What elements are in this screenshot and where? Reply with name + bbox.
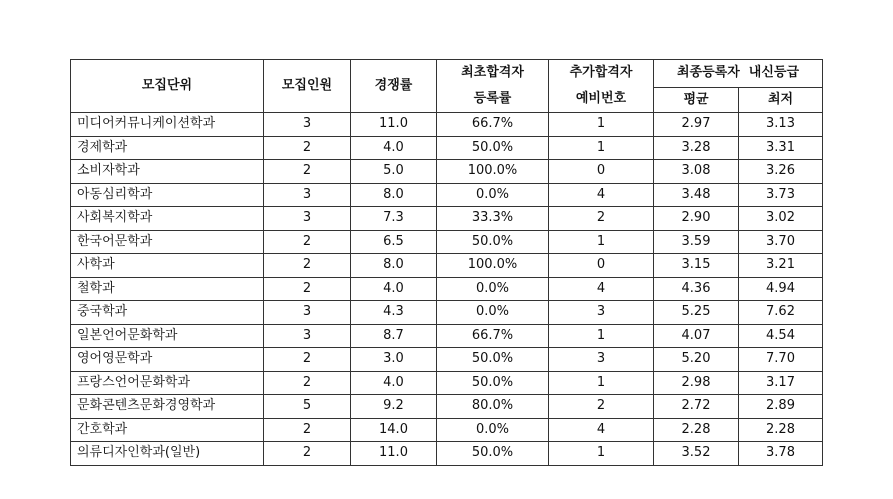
cell-waitlist: 1 (549, 324, 654, 348)
cell-min: 2.28 (739, 418, 823, 442)
cell-waitlist: 3 (549, 348, 654, 372)
cell-competition: 6.5 (351, 230, 437, 254)
header-initial-rate-line1: 최초합격자 (461, 65, 524, 80)
cell-avg: 5.25 (654, 301, 739, 325)
table-row (71, 113, 823, 137)
cell-min: 3.26 (739, 160, 823, 184)
cell-unit: 중국학과 (71, 301, 264, 325)
cell-quota: 2 (264, 418, 351, 442)
cell-waitlist: 1 (549, 136, 654, 160)
table-row (71, 301, 823, 325)
cell-quota: 2 (264, 348, 351, 372)
header-competition: 경쟁률 (351, 60, 437, 113)
table-row (71, 160, 823, 184)
cell-initial-rate: 0.0% (437, 183, 549, 207)
cell-initial-rate: 50.0% (437, 136, 549, 160)
cell-min: 4.54 (739, 324, 823, 348)
cell-waitlist: 1 (549, 113, 654, 137)
cell-min: 3.17 (739, 371, 823, 395)
cell-avg: 4.07 (654, 324, 739, 348)
header-row-top (71, 60, 823, 88)
cell-avg: 2.90 (654, 207, 739, 231)
cell-avg: 3.59 (654, 230, 739, 254)
cell-competition: 7.3 (351, 207, 437, 231)
cell-competition: 11.0 (351, 113, 437, 137)
cell-waitlist: 1 (549, 371, 654, 395)
cell-unit: 소비자학과 (71, 160, 264, 184)
table-row (71, 254, 823, 278)
cell-competition: 4.0 (351, 136, 437, 160)
cell-initial-rate: 66.7% (437, 113, 549, 137)
cell-competition: 8.7 (351, 324, 437, 348)
cell-quota: 2 (264, 442, 351, 466)
cell-avg: 3.08 (654, 160, 739, 184)
header-final-group: 최종등록자 내신등급 (654, 60, 823, 88)
cell-competition: 8.0 (351, 254, 437, 278)
cell-quota: 2 (264, 230, 351, 254)
cell-unit: 문화콘텐츠문화경영학과 (71, 395, 264, 419)
cell-avg: 4.36 (654, 277, 739, 301)
cell-initial-rate: 100.0% (437, 254, 549, 278)
cell-unit: 사학과 (71, 254, 264, 278)
cell-min: 3.21 (739, 254, 823, 278)
cell-initial-rate: 50.0% (437, 442, 549, 466)
cell-waitlist: 2 (549, 207, 654, 231)
cell-min: 3.31 (739, 136, 823, 160)
cell-unit: 철학과 (71, 277, 264, 301)
cell-unit: 프랑스언어문화학과 (71, 371, 264, 395)
cell-competition: 11.0 (351, 442, 437, 466)
cell-quota: 5 (264, 395, 351, 419)
cell-initial-rate: 50.0% (437, 348, 549, 372)
admissions-results-table (70, 59, 823, 466)
cell-initial-rate: 0.0% (437, 418, 549, 442)
cell-avg: 2.97 (654, 113, 739, 137)
cell-waitlist: 1 (549, 442, 654, 466)
cell-avg: 3.48 (654, 183, 739, 207)
cell-min: 7.62 (739, 301, 823, 325)
table-header (71, 60, 823, 113)
cell-avg: 3.52 (654, 442, 739, 466)
cell-waitlist: 3 (549, 301, 654, 325)
cell-quota: 3 (264, 324, 351, 348)
cell-quota: 2 (264, 277, 351, 301)
cell-avg: 5.20 (654, 348, 739, 372)
cell-waitlist: 2 (549, 395, 654, 419)
table-row (71, 277, 823, 301)
cell-min: 3.02 (739, 207, 823, 231)
table-row (71, 324, 823, 348)
header-waitlist (549, 60, 654, 113)
cell-unit: 일본언어문화학과 (71, 324, 264, 348)
cell-unit: 간호학과 (71, 418, 264, 442)
cell-quota: 3 (264, 207, 351, 231)
cell-quota: 2 (264, 136, 351, 160)
cell-initial-rate: 0.0% (437, 277, 549, 301)
cell-competition: 8.0 (351, 183, 437, 207)
cell-competition: 4.0 (351, 277, 437, 301)
cell-initial-rate: 100.0% (437, 160, 549, 184)
cell-min: 3.78 (739, 442, 823, 466)
cell-avg: 2.28 (654, 418, 739, 442)
cell-unit: 아동심리학과 (71, 183, 264, 207)
cell-quota: 2 (264, 254, 351, 278)
cell-unit: 의류디자인학과(일반) (71, 442, 264, 466)
cell-quota: 3 (264, 183, 351, 207)
cell-initial-rate: 80.0% (437, 395, 549, 419)
cell-unit: 미디어커뮤니케이션학과 (71, 113, 264, 137)
table-row (71, 371, 823, 395)
cell-competition: 5.0 (351, 160, 437, 184)
cell-waitlist: 1 (549, 230, 654, 254)
table-row (71, 418, 823, 442)
table-row (71, 348, 823, 372)
cell-competition: 4.3 (351, 301, 437, 325)
header-min: 최저 (739, 87, 823, 112)
table-body (71, 113, 823, 466)
cell-competition: 3.0 (351, 348, 437, 372)
cell-competition: 4.0 (351, 371, 437, 395)
cell-avg: 2.72 (654, 395, 739, 419)
cell-unit: 사회복지학과 (71, 207, 264, 231)
table-row (71, 183, 823, 207)
cell-initial-rate: 66.7% (437, 324, 549, 348)
cell-waitlist: 0 (549, 160, 654, 184)
cell-waitlist: 0 (549, 254, 654, 278)
header-initial-rate (437, 60, 549, 113)
cell-waitlist: 4 (549, 418, 654, 442)
cell-quota: 3 (264, 113, 351, 137)
header-waitlist-line2: 예비번호 (575, 91, 627, 106)
header-quota: 모집인원 (264, 60, 351, 113)
cell-quota: 3 (264, 301, 351, 325)
cell-avg: 3.28 (654, 136, 739, 160)
cell-avg: 3.15 (654, 254, 739, 278)
cell-unit: 한국어문학과 (71, 230, 264, 254)
cell-initial-rate: 50.0% (437, 371, 549, 395)
cell-unit: 영어영문학과 (71, 348, 264, 372)
header-waitlist-line1: 추가합격자 (569, 65, 633, 80)
cell-min: 3.73 (739, 183, 823, 207)
cell-quota: 2 (264, 371, 351, 395)
cell-min: 4.94 (739, 277, 823, 301)
cell-min: 2.89 (739, 395, 823, 419)
cell-min: 3.70 (739, 230, 823, 254)
cell-competition: 14.0 (351, 418, 437, 442)
cell-initial-rate: 33.3% (437, 207, 549, 231)
cell-competition: 9.2 (351, 395, 437, 419)
cell-waitlist: 4 (549, 183, 654, 207)
cell-unit: 경제학과 (71, 136, 264, 160)
table-row (71, 442, 823, 466)
cell-initial-rate: 50.0% (437, 230, 549, 254)
cell-avg: 2.98 (654, 371, 739, 395)
header-avg: 평균 (654, 87, 739, 112)
header-unit: 모집단위 (71, 60, 264, 113)
cell-waitlist: 4 (549, 277, 654, 301)
table-row (71, 207, 823, 231)
cell-min: 3.13 (739, 113, 823, 137)
table-row (71, 395, 823, 419)
cell-initial-rate: 0.0% (437, 301, 549, 325)
cell-quota: 2 (264, 160, 351, 184)
header-initial-rate-line2: 등록률 (473, 91, 512, 106)
table-row (71, 230, 823, 254)
cell-min: 7.70 (739, 348, 823, 372)
table-row (71, 136, 823, 160)
